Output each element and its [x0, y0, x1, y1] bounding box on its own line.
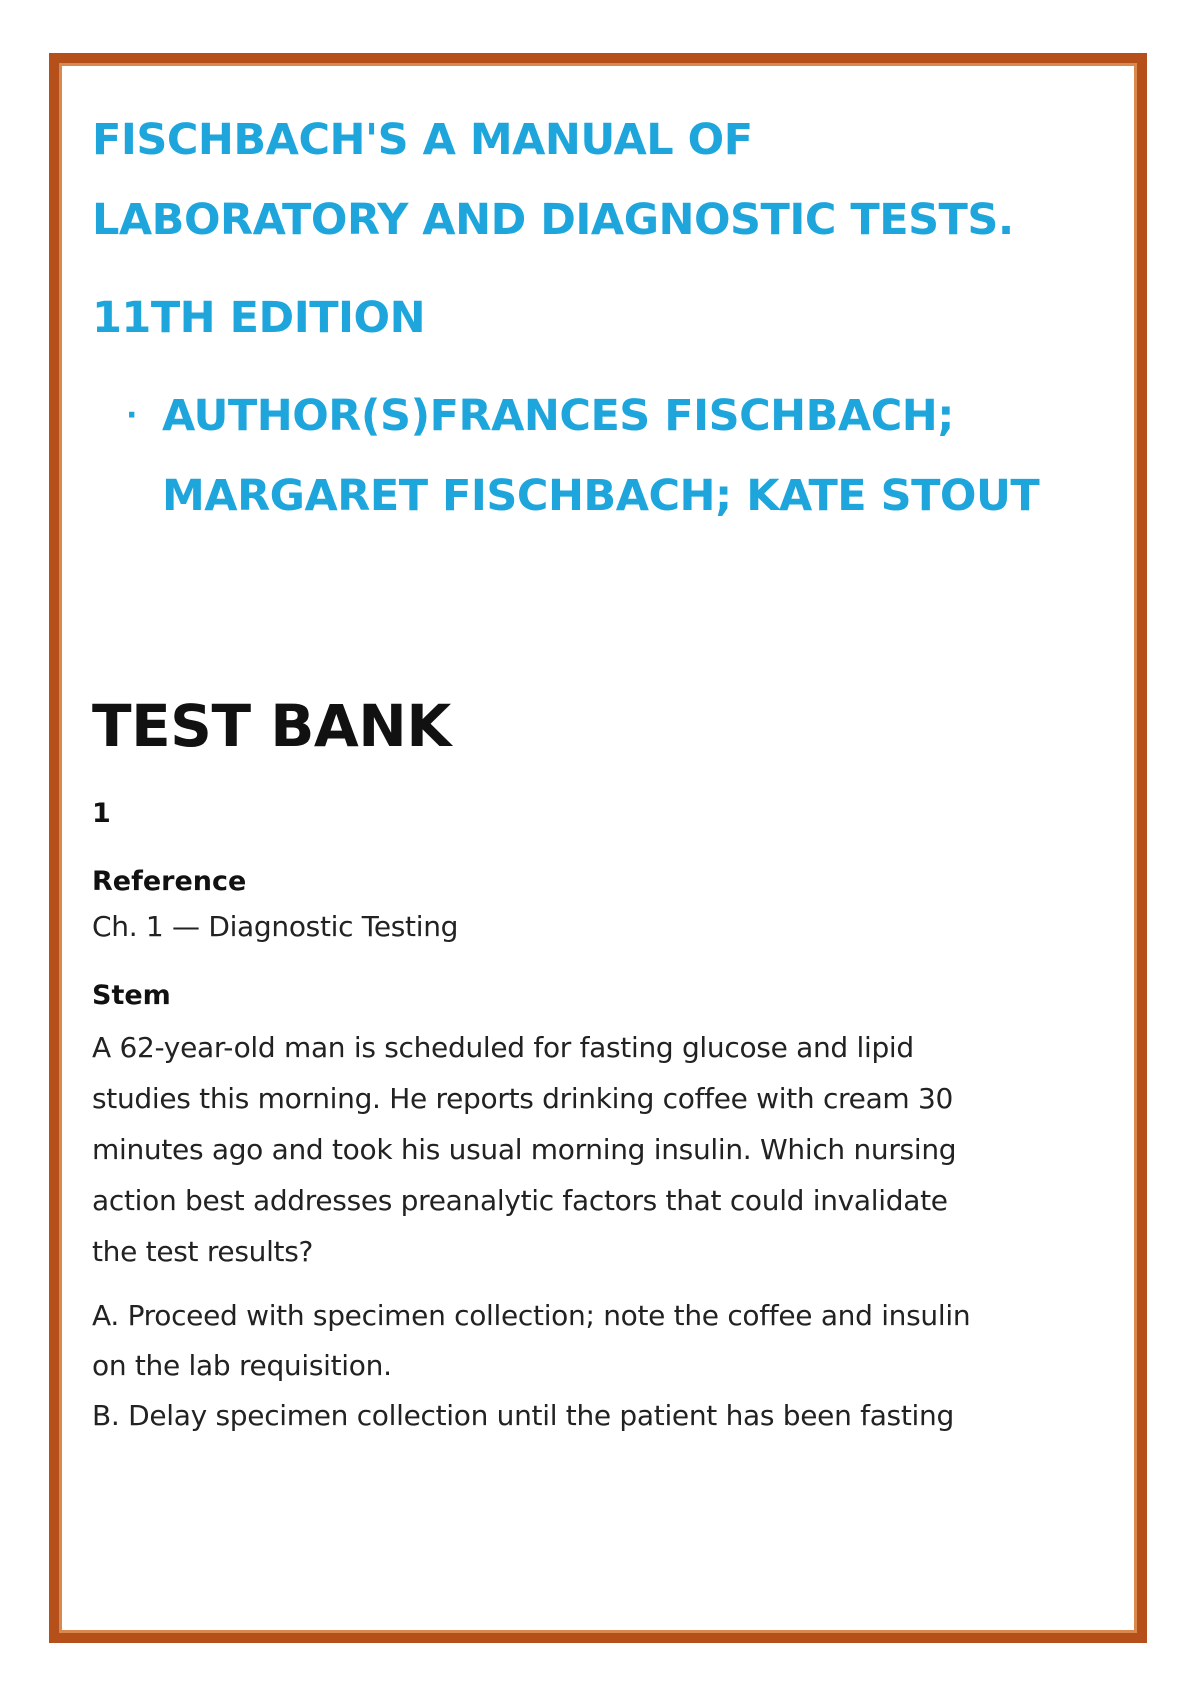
option-line: A. Proceed with specimen collection; note the coffee and insulin — [92, 1299, 971, 1332]
authors-block — [92, 376, 1072, 536]
reference-label: Reference — [92, 866, 247, 897]
section-title: TEST BANK — [92, 692, 451, 760]
answer-options — [92, 1291, 1072, 1441]
option-line: on the lab requisition. — [92, 1349, 392, 1382]
stem-line: action best addresses preanalytic factors that could invalidate — [92, 1184, 948, 1217]
stem-label: Stem — [92, 980, 171, 1011]
book-title — [92, 100, 1072, 260]
edition-label: 11TH EDITION — [92, 293, 426, 343]
book-title-line-1: FISCHBACH'S A MANUAL OF — [92, 115, 753, 165]
authors-line-1: AUTHOR(S)FRANCES FISCHBACH; — [162, 391, 954, 441]
question-number: 1 — [92, 798, 111, 829]
stem-text — [92, 1022, 1072, 1277]
book-title-line-2: LABORATORY AND DIAGNOSTIC TESTS. — [92, 195, 1014, 245]
reference-text: Ch. 1 — Diagnostic Testing — [92, 910, 459, 943]
document-content — [92, 100, 1072, 1441]
stem-line: the test results? — [92, 1235, 314, 1268]
bullet-icon: · — [126, 398, 137, 433]
stem-line: studies this morning. He reports drinking coffee with cream 30 — [92, 1082, 954, 1115]
stem-line: A 62-year-old man is scheduled for fasting glucose and lipid — [92, 1031, 914, 1064]
stem-line: minutes ago and took his usual morning insulin. Which nursing — [92, 1133, 957, 1166]
authors-line-2: MARGARET FISCHBACH; KATE STOUT — [162, 471, 1040, 521]
option-line: B. Delay specimen collection until the patient has been fasting — [92, 1399, 954, 1432]
